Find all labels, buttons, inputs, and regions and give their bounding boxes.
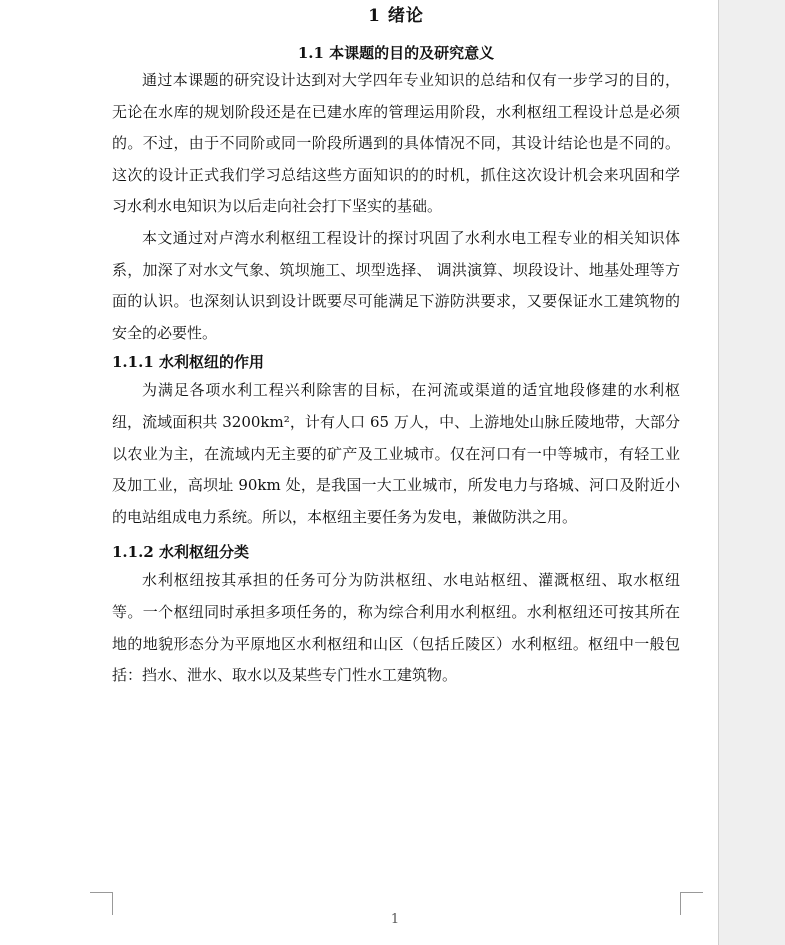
section-heading: 1.1 本课题的目的及研究意义 — [297, 44, 495, 62]
body-paragraph: 本文通过对卢湾水利枢纽工程设计的探讨巩固了水利水电工程专业的相关知识体系，加深了对水文气象、筑坝施工、坝型选择、 调洪演算、坝段设计、地基处理等方面的认识。也深刻认识到设计既要尽可能满足下游防洪要求，又要保证水工建筑物的安全的必要性。 — [112, 228, 680, 342]
margin-corner-mark-right — [680, 892, 703, 915]
page-content — [112, 0, 680, 692]
body-paragraph: 通过本课题的研究设计达到对大学四年专业知识的总结和仅有一步学习的目的，无论在水库的规划阶段还是在已建水库的管理运用阶段，水利枢纽工程设计总是必须的。不过，由于不同阶或同一阶段所遇到的具体情况不同，其设计结论也是不同的。这次的设计正式我们学习总结这些方面知识的的时机，抓住这次设计机会来巩固和学习水利水电知识为以后走向社会打下坚实的基础。 — [112, 71, 680, 216]
page-number: 1 — [390, 912, 400, 927]
viewer-gutter — [719, 0, 785, 945]
chapter-title: 1 绪论 — [368, 6, 424, 26]
margin-corner-mark-left — [90, 892, 113, 915]
body-paragraph: 水利枢纽按其承担的任务可分为防洪枢纽、水电站枢纽、灌溉枢纽、取水枢纽等。一个枢纽同时承担多项任务的，称为综合利用水利枢纽。水利枢纽还可按其所在地的地貌形态分为平原地区水利枢纽和山区（包括丘陵区）水利枢纽。枢纽中一般包括：挡水、泄水、取水以及某些专门性水工建筑物。 — [112, 571, 680, 685]
subsection-heading: 1.1.2 水利枢纽分类 — [112, 543, 249, 562]
subsection-heading: 1.1.1 水利枢纽的作用 — [112, 353, 264, 372]
body-paragraph: 为满足各项水利工程兴利除害的目标，在河流或渠道的适宜地段修建的水利枢纽，流域面积共 3200km²，计有人口 65 万人，中、上游地处山脉丘陵地带，大部分以农业为主，在流域内无主要的矿产及工业城市。仅在河口有一中等城市，有轻工业及加工业，高坝址 90km 处，是我国一大工业城市，所发电力与珞城、河口及附近小的电站组成电力系统。所以，本枢纽主要任务为发电，兼做防洪之用。 — [112, 381, 680, 526]
